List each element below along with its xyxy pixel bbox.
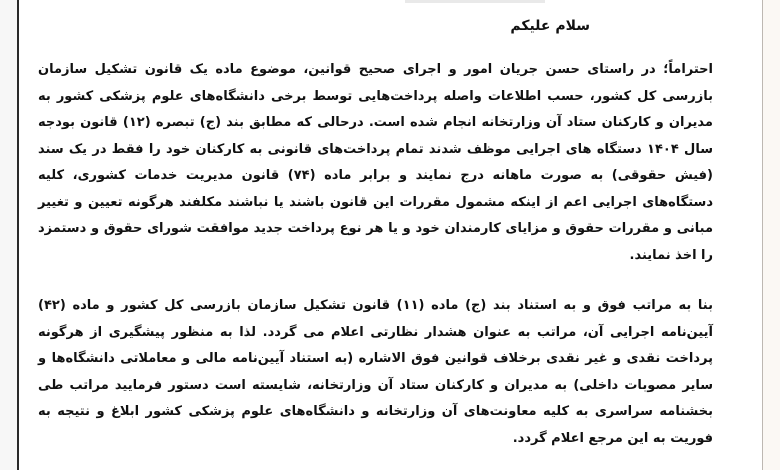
letter-greeting: سلام علیکم — [510, 18, 590, 34]
scan-right-margin — [763, 0, 780, 470]
scan-left-margin — [0, 0, 17, 470]
letter-paragraph-2: بنا به مراتب فوق و به استناد بند (ج) ماده (۱۱) قانون تشکیل سازمان بازرسی کل کشور و ماده (۴۲) آیین‌نامه اجرایی آن، مراتب به عنوان هشدار نظارتی اعلام می گردد. لذا به منظور پیشگیری از هرگونه پرداخت نقدی و غیر نقدی برخلاف قوانین فوق الاشاره (به استناد آیین‌نامه مالی و معاملاتی دانشگاه‌ها و سایر مصوبات داخلی) به مدیران و کارکنان ستاد آن وزارتخانه، شایسته است دستور فرمایید مراتب طی بخشنامه سراسری به کلیه معاونت‌های آن وزارتخانه و دانشگاه‌های علوم پزشکی کشور ابلاغ و نتیجه به فوریت به این مرجع اعلام گردد. — [38, 298, 713, 446]
letter-paragraph-1: احتراماً؛ در راستای حسن جریان امور و اجرای صحیح قوانین، موضوع ماده یک قانون تشکیل سازمان بازرسی کل کشور، حسب اطلاعات واصله پرداخت‌هایی توسط برخی دانشگاه‌های علوم پزشکی کشور به مدیران و کارکنان ستاد آن وزارتخانه انجام شده است. درحالی که مطابق بند (ج) تبصره (۱۲) قانون بودجه سال ۱۴۰۴ دستگاه های اجرایی موظف شدند تمام پرداخت‌های قانونی به کارکنان خود را فقط در یک سند (فیش حقوقی) به صورت ماهانه درج نمایند و برابر ماده (۷۴) قانون مدیریت خدمات کشوری، کلیه دستگاه‌های اجرایی اعم از اینکه مشمول مقررات این قانون باشند یا نباشند مکلفند هرگونه تعیین و تغییر مبانی و مقررات حقوق و مزایای کارمندان خود و یا هر نوع پرداخت جدید موافقت شورای حقوق و دستمزد را اخذ نمایند. — [38, 62, 714, 263]
faded-header-text — [405, 0, 545, 3]
